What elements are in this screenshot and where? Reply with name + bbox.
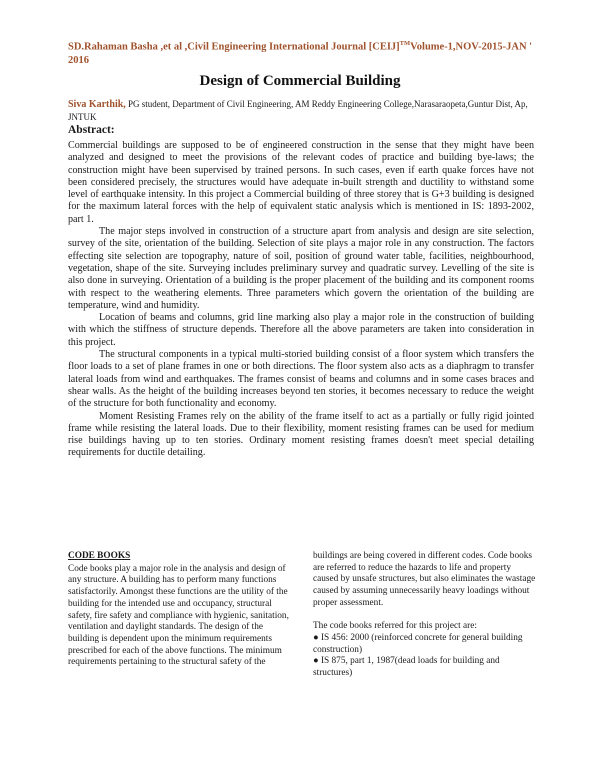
- code-book-item-1: ● IS 456: 2000 (reinforced concrete for general building construction): [313, 632, 523, 655]
- header-trademark: TM: [399, 40, 411, 47]
- journal-header: [68, 37, 538, 67]
- abstract-heading: Abstract:: [68, 124, 115, 136]
- code-books-list-intro: The code books referred for this project are:: [313, 621, 477, 632]
- code-books-right-text: buildings are being covered in different codes. Code books are referred to reduce the hazards to life and property caused by unsafe structures, but also eliminates the wastage caused by assuming unnecessarily heavy loadings without proper assessment.: [313, 551, 536, 608]
- abstract-paragraph-5: Moment Resisting Frames rely on the ability of the frame itself to act as a partially or fully rigid jointed frame while resisting the lateral loads. Due to their flexibility, moment resisting frames can be used for medium rise buildings having up to ten stories. Ordinary moment resisting frames doesn't meet special detailing requirements for ductile detailing.: [68, 410, 534, 459]
- header-volume: Volume-1,NOV-2015-JAN ' 2016: [68, 41, 533, 66]
- author-affiliation: PG student, Department of Civil Engineering, AM Reddy Engineering College,Narasaraopeta,Guntur Dist, Ap, JNTUK: [68, 99, 528, 122]
- right-column: [313, 551, 537, 680]
- header-journal: SD.Rahaman Basha ,et al ,Civil Engineering International Journal [CEIJ]: [68, 41, 400, 53]
- code-books-left-text: Code books play a major role in the analysis and design of any structure. A building has to perform many functions satisfactorily. Amongst these functions are the utility of the building for the intended use and occupancy, structural safety, fire safety and compliance with hygienic, sanitation, ventilation and daylight standards. The design of the building is dependent upon the minimum requirements prescribed for each of the above functions. The minimum requirements pertaining to the structural safety of the: [68, 563, 289, 668]
- abstract-paragraph-1: Commercial buildings are supposed to be of engineered construction in the sense that they might have been analyzed and designed to meet the provisions of the relevant codes of practice and building bye-laws; the construction might have been supervised by trained persons. In such cases, even if earth quake forces have not been considered precisely, the structures would have adequate in-built strength and ductility to withstand some level of earthquake intensity. In this project a Commercial building of three storey that is G+3 building is designed for the maximum lateral forces with the help of equivalent static analysis which is mentioned in IS: 1893-2002, part 1.: [68, 140, 534, 225]
- author-line: [68, 98, 534, 123]
- paper-title: Design of Commercial Building: [199, 73, 401, 89]
- abstract-body: [68, 140, 534, 460]
- code-books-heading: CODE BOOKS: [68, 551, 131, 561]
- abstract-paragraph-4: The structural components in a typical multi-storied building consist of a floor system which transfers the floor loads to a set of plane frames in one or both directions. The floor system also acts as a diaphragm to transfer lateral loads from wind and earthquakes. The frames consist of beams and columns and in some cases braces and shear walls. As the height of the building increases beyond ten stories, it becomes necessary to reduce the weight of the structure for both functionality and economy.: [68, 349, 534, 410]
- author-name: Siva Karthik,: [68, 99, 126, 110]
- abstract-paragraph-2: The major steps involved in construction of a structure apart from analysis and design are site selection, survey of the site, orientation of the building. Selection of site plays a major role in any construction. The factors effecting site selection are topography, nature of soil, position of ground water table, facilities, neighbourhood, vegetation, shape of the site. Surveying includes preliminary survey and quadratic survey. Levelling of the site is also done in surveying. Orientation of a building is the proper placement of the building and its component rooms with respect to the weathering elements. Three parameters which govern the orientation of the building are temperature, wind and humidity.: [68, 226, 534, 311]
- abstract-paragraph-3: Location of beams and columns, grid line marking also play a major role in the construction of building with which the stiffness of structure depends. Therefore all the above parameters are taken into consideration in this project.: [68, 312, 534, 348]
- left-column: [68, 551, 292, 669]
- code-book-item-2: ● IS 875, part 1, 1987(dead loads for building and structures): [313, 656, 500, 679]
